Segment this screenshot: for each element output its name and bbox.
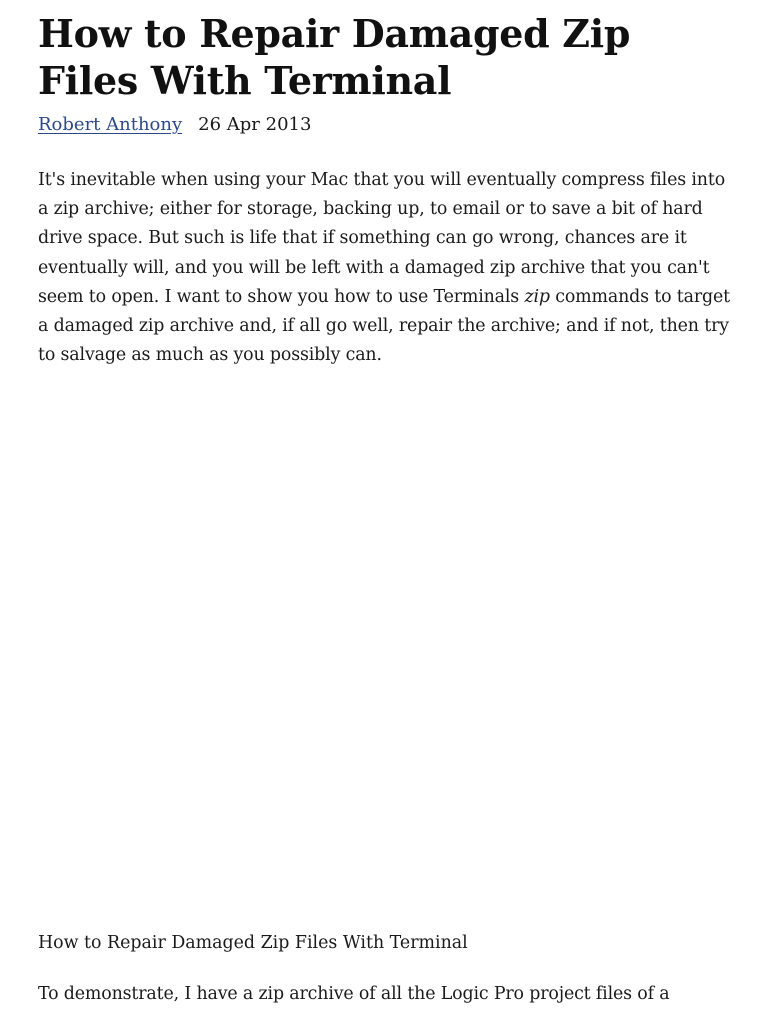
article-title: How to Repair Damaged Zip Files With Terminal (38, 11, 631, 103)
author-link[interactable]: Robert Anthony (38, 114, 183, 135)
article-meta (38, 113, 738, 137)
body-paragraph: To demonstrate, I have a zip archive of all the Logic Pro project files of a (38, 984, 670, 1004)
intro-text-end: commands to target a damaged zip archive and, if all go well, repair the archive; and if not, then try to salvage as much as you possibly can. (38, 286, 730, 366)
intro-text-start: It's inevitable when using your Mac that you will eventually compress files into a zip archive; either for storage, backing up, to email or to save a bit of hard drive space. But such is life that if something can go wrong, chances are it eventually will, and you will be left with a damaged zip archive that you can't seem to open. I want to show you how to use Terminals (38, 170, 726, 307)
article (38, 0, 738, 1004)
publish-date: 26 Apr 2013 (198, 114, 312, 135)
intro-paragraph (38, 166, 738, 370)
article-image (38, 395, 738, 905)
zip-command-emphasis: zip (524, 286, 550, 307)
image-caption: How to Repair Damaged Zip Files With Terminal (38, 933, 468, 953)
